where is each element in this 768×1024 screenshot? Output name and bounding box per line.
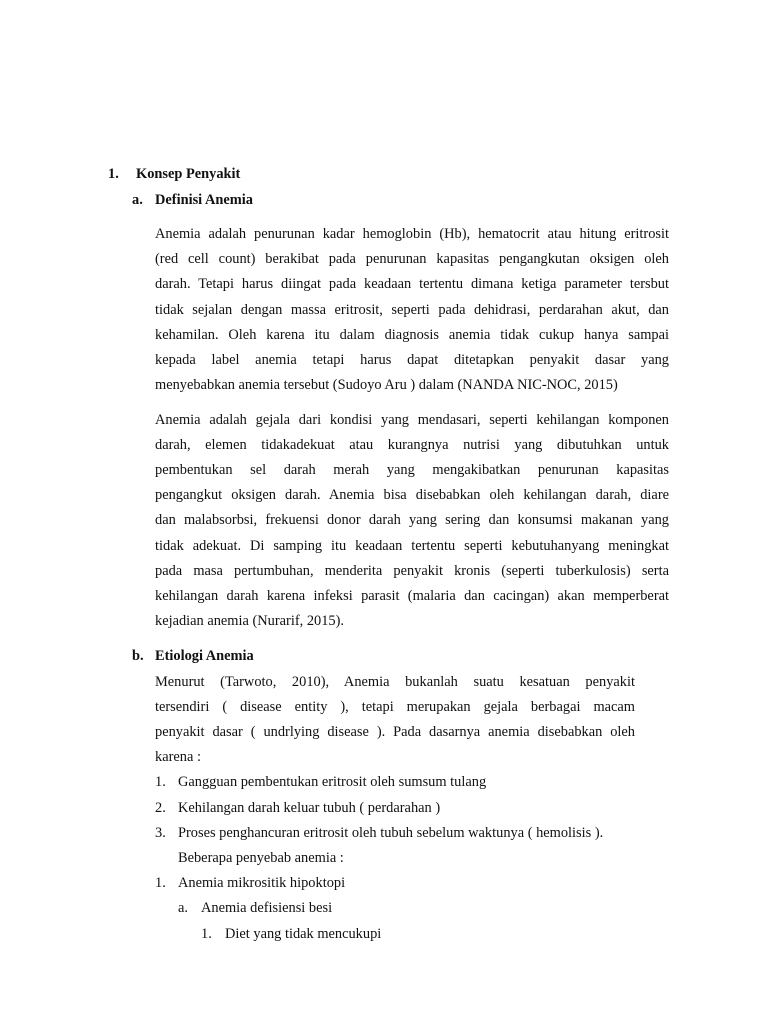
list-item: Proses penghancuran eritrosit oleh tubuh sebelum waktunya ( hemolisis ). [178,825,604,841]
list-item: Diet yang tidak mencukupi [225,926,382,942]
paragraph-line: kehamilan. Oleh karena itu dalam diagnosis anemia tidak cukup hanya sampai [155,327,669,343]
list-item-number: 2. [155,800,166,816]
paragraph-line: Anemia adalah gejala dari kondisi yang mendasari, seperti kehilangan komponen [155,412,669,428]
paragraph-line: dan malabsorbsi, frekuensi donor darah yang sering dan konsumsi makanan yang [155,512,669,528]
paragraph-line: darah. Tetapi harus diingat pada keadaan tertentu dimana ketiga parameter tersbut [155,276,669,292]
list-item-number: 1. [201,926,212,942]
paragraph-line: kepada label anemia tetapi harus dapat ditetapkan penyakit dasar yang [155,352,669,368]
section-a-title: Definisi Anemia [155,192,253,208]
list-item-number: 1. [155,875,166,891]
paragraph-line: kehilangan darah karena infeksi parasit (malaria dan cacingan) akan memperberat [155,588,669,604]
causes-note: Beberapa penyebab anemia : [178,850,344,866]
paragraph-line: penyakit dasar ( undrlying disease ). Pada dasarnya anemia disebabkan oleh [155,724,635,740]
paragraph-line: pembentukan sel darah merah yang mengakibatkan penurunan kapasitas [155,462,669,478]
section-a-letter: a. [132,192,143,208]
list-item: Anemia defisiensi besi [201,900,333,916]
paragraph-line: Menurut (Tarwoto, 2010), Anemia bukanlah suatu kesatuan penyakit [155,674,635,690]
paragraph-line: tersendiri ( disease entity ), tetapi merupakan gejala berbagai macam [155,699,635,715]
paragraph-line: karena : [155,749,201,765]
list-item: Kehilangan darah keluar tubuh ( perdarahan ) [178,800,441,816]
heading-title: Konsep Penyakit [136,166,241,182]
list-item: Anemia mikrositik hipoktopi [178,875,346,891]
paragraph-line: tidak sejalan dengan massa eritrosit, seperti pada dehidrasi, perdarahan akut, dan [155,302,669,318]
paragraph-line: kejadian anemia (Nurarif, 2015). [155,613,344,629]
section-b-title: Etiologi Anemia [155,648,254,664]
paragraph-line: pengangkut oksigen darah. Anemia bisa disebabkan oleh kehilangan darah, diare [155,487,669,503]
section-b-letter: b. [132,648,144,664]
list-item-number: 3. [155,825,166,841]
paragraph-line: darah, elemen tidakadekuat atau kurangnya nutrisi yang dibutuhkan untuk [155,437,669,453]
list-item-letter: a. [178,900,188,916]
paragraph-line: tidak adekuat. Di samping itu keadaan tertentu seperti kebutuhanyang meningkat [155,538,669,554]
paragraph-line: menyebabkan anemia tersebut (Sudoyo Aru ) dalam (NANDA NIC-NOC, 2015) [155,377,618,393]
paragraph-line: (red cell count) berakibat pada penurunan kapasitas pengangkutan oksigen oleh [155,251,669,267]
list-item-number: 1. [155,774,166,790]
list-item: Gangguan pembentukan eritrosit oleh sumsum tulang [178,774,487,790]
paragraph-line: pada masa pertumbuhan, menderita penyakit kronis (seperti tuberkulosis) serta [155,563,669,579]
heading-number: 1. [108,166,119,182]
paragraph-line: Anemia adalah penurunan kadar hemoglobin (Hb), hematocrit atau hitung eritrosit [155,226,669,242]
